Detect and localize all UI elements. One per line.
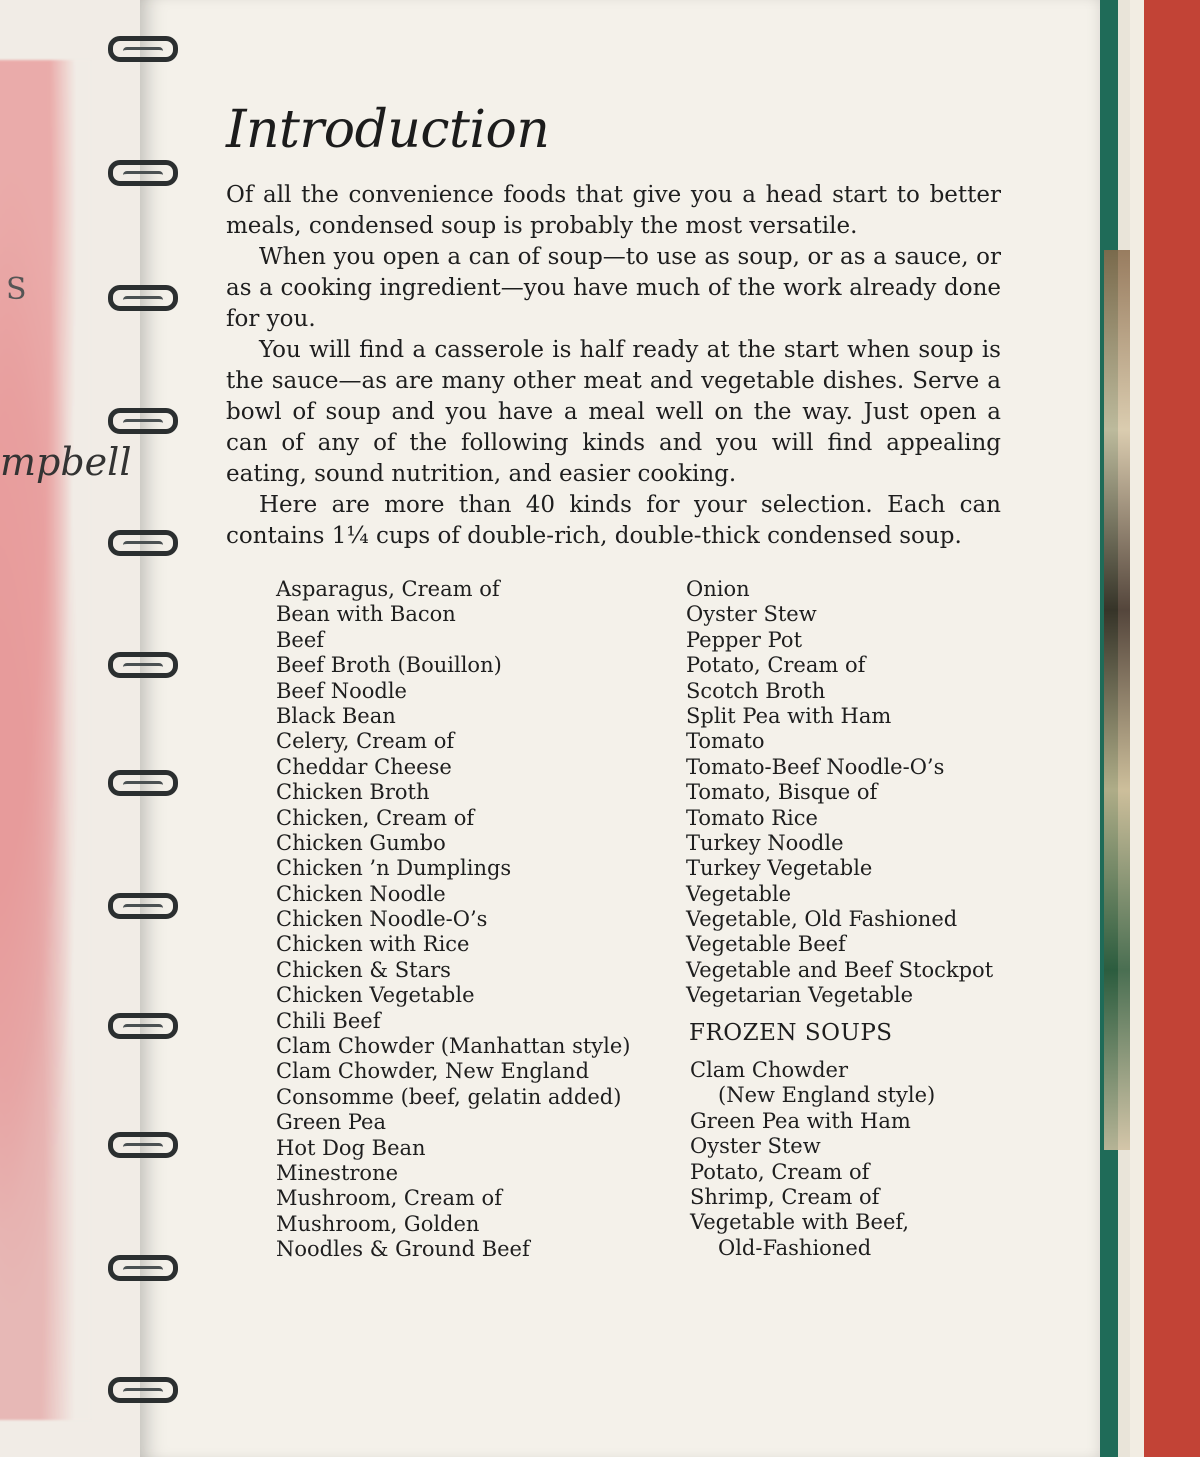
list-item: Clam Chowder, New England	[276, 1059, 590, 1084]
list-item: Noodles & Ground Beef	[276, 1237, 530, 1262]
list-item: Turkey Vegetable	[686, 856, 873, 881]
list-item: Onion	[686, 577, 750, 601]
spiral-ring-icon	[108, 285, 178, 311]
list-item: Chicken ’n Dumplings	[276, 856, 512, 881]
paragraph: You will find a casserole is half ready at the start when soup is the sauce—as are many other meat and vegetable dishes. Serve a bowl of soup and you have a meal well on the way. Just open a can of any of the following kinds and you will find appealing eating, sound nutrition, and easier cooking.	[226, 337, 1001, 487]
list-item: Cheddar Cheese	[276, 754, 452, 779]
spiral-ring-icon	[108, 408, 178, 434]
list-item: Chicken Noodle-O’s	[276, 907, 488, 932]
list-item: Old-Fashioned	[718, 1235, 872, 1260]
list-item: Vegetable and Beef Stockpot	[686, 957, 994, 982]
frozen-soups-heading: FROZEN SOUPS	[689, 1020, 893, 1046]
soup-list-left	[276, 577, 631, 1263]
list-item: Vegetable, Old Fashioned	[686, 907, 958, 932]
pink-sketch-illustration	[0, 60, 90, 1420]
list-item: Celery, Cream of	[276, 729, 455, 754]
spiral-ring-icon	[108, 36, 178, 62]
list-item: Chicken, Cream of	[276, 805, 475, 830]
list-item: Vegetable with Beef,	[690, 1210, 910, 1235]
previous-page	[0, 0, 150, 1457]
list-item: Clam Chowder	[690, 1058, 849, 1082]
list-item: Oyster Stew	[686, 602, 817, 627]
list-item: Shrimp, Cream of	[690, 1184, 880, 1209]
spiral-ring-icon	[108, 160, 178, 186]
paragraph: Of all the convenience foods that give you a head start to better meals, condensed soup is probably the most versatile.	[226, 182, 1001, 239]
spiral-ring-icon	[108, 770, 178, 796]
list-item: Mushroom, Golden	[276, 1211, 480, 1236]
spiral-ring-icon	[108, 530, 178, 556]
page-title: Introduction	[226, 100, 550, 160]
list-item: Asparagus, Cream of	[276, 577, 500, 601]
list-item: Bean with Bacon	[276, 602, 456, 627]
spiral-ring-icon	[108, 1377, 178, 1403]
list-item: Mushroom, Cream of	[276, 1186, 502, 1211]
list-item: Oyster Stew	[690, 1134, 821, 1159]
list-item: Tomato	[686, 729, 765, 754]
paragraph: When you open a can of soup—to use as soup, or as a sauce, or as a cooking ingredient—you have much of the work already done for you.	[226, 244, 1001, 332]
photo-page-edge	[1104, 250, 1130, 1150]
list-item: Beef Noodle	[276, 678, 407, 703]
intro-text	[226, 180, 1001, 552]
spiral-ring-icon	[108, 893, 178, 919]
spiral-ring-icon	[108, 1255, 178, 1281]
list-item: Tomato Rice	[686, 805, 818, 830]
list-item: Vegetable	[686, 881, 792, 906]
list-item: Minestrone	[276, 1160, 399, 1185]
list-item: Chicken Gumbo	[276, 830, 446, 855]
list-item: Beef Broth (Bouillon)	[276, 653, 502, 678]
left-page-script-signature: mpbell	[0, 440, 132, 484]
list-item: Vegetable Beef	[686, 932, 846, 957]
list-item: Vegetarian Vegetable	[686, 983, 914, 1008]
list-item: Chili Beef	[276, 1008, 381, 1033]
list-item: Beef	[276, 627, 325, 652]
list-item: Green Pea	[276, 1110, 387, 1135]
list-item: (New England style)	[718, 1083, 936, 1108]
spiral-ring-icon	[108, 652, 178, 678]
list-item: Turkey Noodle	[686, 830, 844, 855]
spiral-ring-icon	[108, 1132, 178, 1158]
list-item: Chicken & Stars	[276, 957, 451, 982]
list-item: Chicken with Rice	[276, 932, 470, 957]
list-item: Scotch Broth	[686, 678, 826, 703]
list-item: Consomme (beef, gelatin added)	[276, 1084, 622, 1109]
list-item: Black Bean	[276, 703, 396, 728]
list-item: Tomato-Beef Noodle-O’s	[686, 754, 945, 779]
spiral-ring-icon	[108, 1013, 178, 1039]
left-page-partial-letter: S	[6, 272, 27, 307]
list-item: Pepper Pot	[686, 627, 803, 652]
list-item: Potato, Cream of	[690, 1159, 870, 1184]
book-cover-edge	[1100, 0, 1200, 1457]
soup-list-right	[686, 577, 993, 1009]
list-item: Chicken Noodle	[276, 881, 446, 906]
list-item: Chicken Broth	[276, 780, 430, 805]
list-item: Hot Dog Bean	[276, 1135, 426, 1160]
list-item: Chicken Vegetable	[276, 983, 475, 1008]
list-item: Clam Chowder (Manhattan style)	[276, 1034, 631, 1059]
paragraph: Here are more than 40 kinds for your selection. Each can contains 1¼ cups of double-rich, double-thick condensed soup.	[226, 492, 1001, 549]
list-item: Potato, Cream of	[686, 653, 866, 678]
list-item: Split Pea with Ham	[686, 703, 892, 728]
frozen-soup-list	[690, 1058, 935, 1261]
list-item: Tomato, Bisque of	[686, 780, 878, 805]
list-item: Green Pea with Ham	[690, 1108, 911, 1133]
